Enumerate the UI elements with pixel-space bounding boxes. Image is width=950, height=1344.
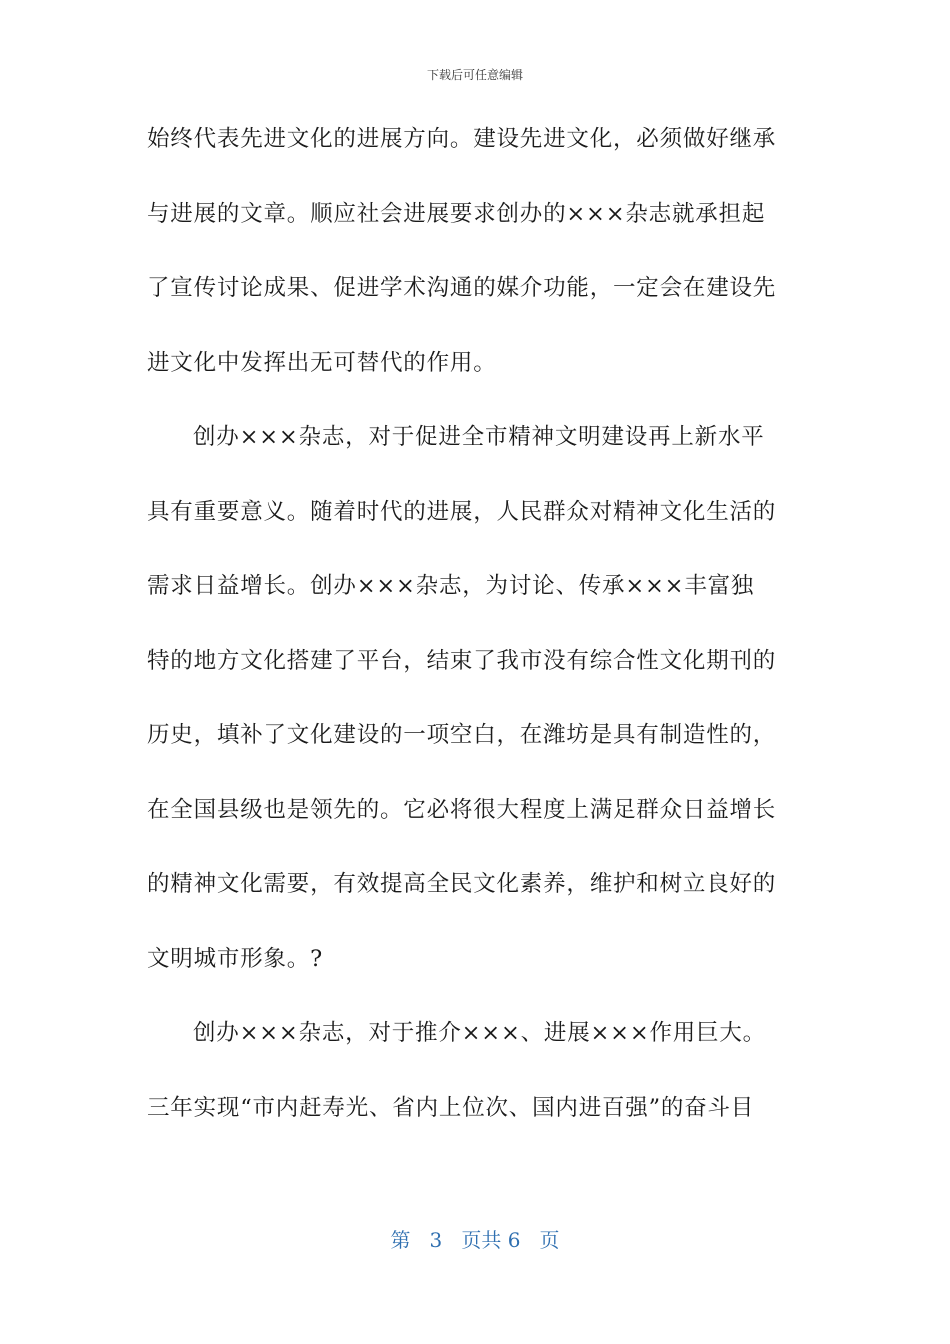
footer-label-page: 第 xyxy=(390,1228,411,1252)
text-line: 三年实现“市内赶寿光、省内上位次、国内进百强”的奋斗目 xyxy=(147,1094,755,1121)
footer-total-pages: 6 xyxy=(507,1228,521,1252)
text-line: 创办×××杂志，对于推介×××、进展×××作用巨大。 xyxy=(193,1020,766,1046)
text-line: 历史，填补了文化建设的一项空白，在潍坊是具有制造性的， xyxy=(147,722,777,748)
text-line: 进文化中发挥出无可替代的作用。 xyxy=(147,349,497,376)
text-line: 与进展的文章。顺应社会进展要求创办的×××杂志就承担起 xyxy=(147,200,766,227)
text-line: 需求日益增长。创办×××杂志，为讨论、传承×××丰富独 xyxy=(147,573,755,599)
page-header-note: 下载后可任意编辑 xyxy=(426,68,523,82)
text-line: 特的地方文化搭建了平台，结束了我市没有综合性文化期刊的 xyxy=(147,647,777,674)
footer-label-end: 页 xyxy=(539,1228,560,1252)
footer-label-total: 页共 xyxy=(461,1228,502,1252)
text-line: 文明城市形象。? xyxy=(147,945,323,972)
text-line: 创办×××杂志，对于促进全市精神文明建设再上新水平 xyxy=(193,424,765,450)
text-line: 具有重要意义。随着时代的进展，人民群众对精神文化生活的 xyxy=(147,498,777,525)
text-line: 在全国县级也是领先的。它必将很大程度上满足群众日益增长 xyxy=(147,796,777,823)
footer-current-page: 3 xyxy=(429,1228,443,1252)
document-body xyxy=(147,118,812,1161)
text-line: 了宣传讨论成果、促进学术沟通的媒介功能，一定会在建设先 xyxy=(147,275,777,301)
text-line: 的精神文化需要，有效提高全民文化素养，维护和树立良好的 xyxy=(147,871,777,897)
text-line: 始终代表先进文化的进展方向。建设先进文化，必须做好继承 xyxy=(147,126,777,152)
page-footer xyxy=(0,1224,950,1253)
